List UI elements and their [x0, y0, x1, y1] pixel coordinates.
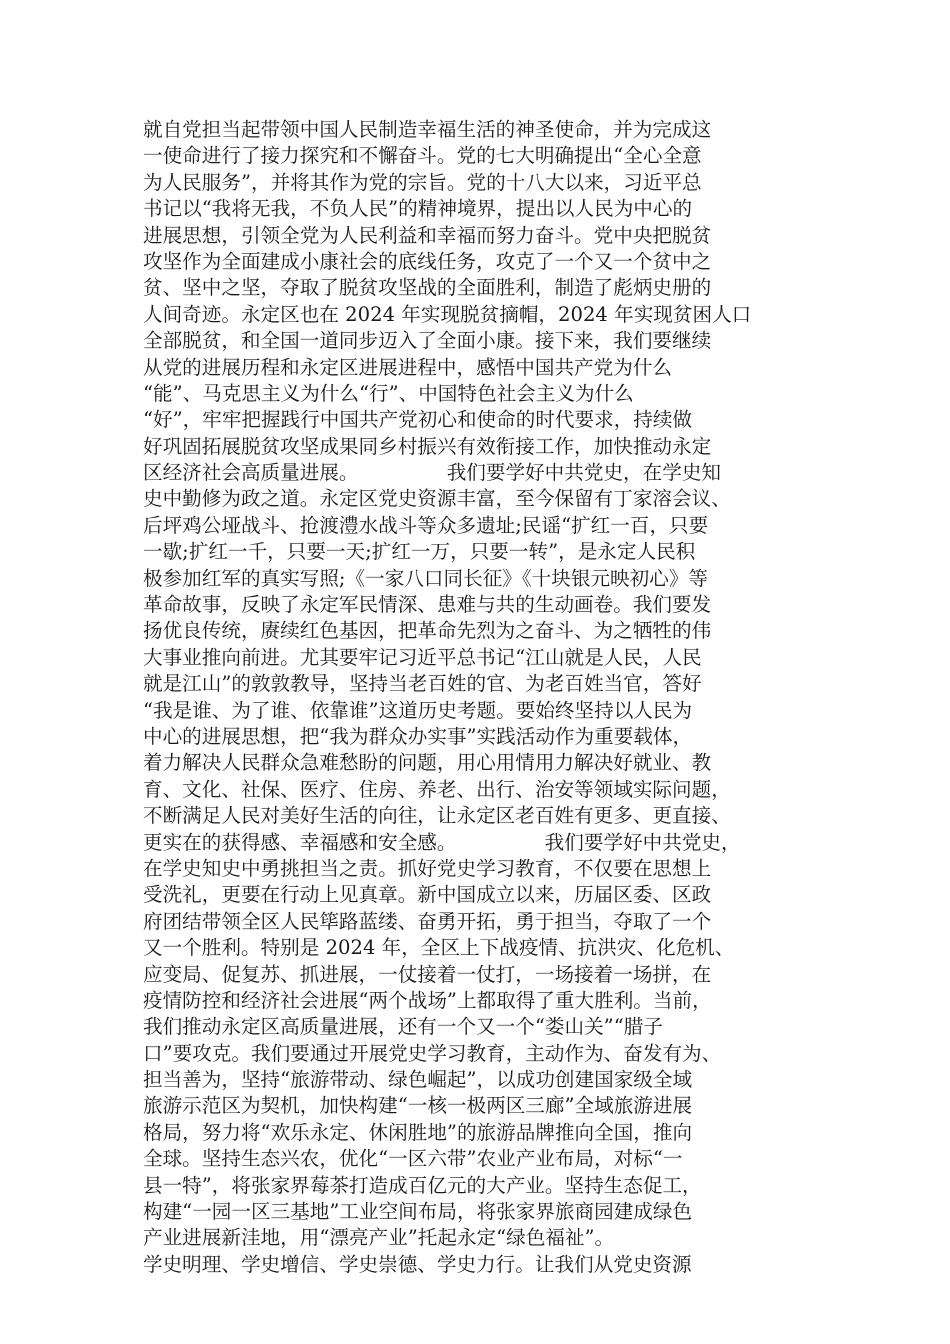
text-line: 一使命进行了接力探究和不懈奋斗。党的七大明确提出“全心全意 — [143, 144, 702, 168]
text-line: 大事业推向前进。尤其要牢记习近平总书记“江山就是人民，人民 — [143, 645, 702, 669]
text-line: 格局，努力将“欢乐永定、休闲胜地”的旅游品牌推向全国，推向 — [143, 1120, 693, 1144]
text-line: “好”，牢牢把握践行中国共产党初心和使命的时代要求，持续做 — [143, 408, 693, 432]
text-line: “我是谁、为了谁、依靠谁”这道历史考题。要始终坚持以人民为 — [143, 698, 693, 722]
text-line: 育、文化、社保、医疗、住房、养老、出行、治安等领域实际问题， — [143, 777, 731, 801]
text-line: 区经济社会高质量进展。 我们要学好中共党史，在学史知 — [143, 461, 722, 485]
text-line: 全部脱贫，和全国一道同步迈入了全面小康。接下来，我们要继续 — [143, 329, 712, 353]
body-text — [143, 117, 823, 1278]
text-line: 产业进展新洼地，用“漂亮产业”托起永定“绿色福祉”。 — [143, 1226, 615, 1250]
text-line: 旅游示范区为契机，加快构建“一核一极两区三廊”全域旅游进展 — [143, 1094, 693, 1118]
text-line: 受洗礼，更要在行动上见真章。新中国成立以来，历届区委、区政 — [143, 883, 712, 907]
text-line: 更实在的获得感、幸福感和安全感。 我们要学好中共党史， — [143, 830, 741, 854]
text-line: 县一特”，将张家界莓茶打造成百亿元的大产业。坚持生态促工， — [143, 1173, 702, 1197]
text-line: 我们推动永定区高质量进展，还有一个又一个“娄山关”“腊子 — [143, 1015, 663, 1039]
text-line: 扬优良传统，赓续红色基因，把革命先烈为之奋斗、为之牺牲的伟 — [143, 619, 712, 643]
text-line: 就是江山”的敦敦教导，坚持当老百姓的官、为老百姓当官，答好 — [143, 672, 702, 696]
text-line: 极参加红军的真实写照;《一家八口同长征》《十块银元映初心》等 — [143, 566, 709, 590]
text-line: 进展思想，引领全党为人民利益和幸福而努力奋斗。党中央把脱贫 — [143, 223, 712, 247]
text-line: 构建“一园一区三基地”工业空间布局，将张家界旅商园建成绿色 — [143, 1200, 693, 1224]
text-line: 学史明理、学史增信、学史崇德、学史力行。让我们从党史资源 — [143, 1252, 692, 1276]
text-line: 口”要攻克。我们要通过开展党史学习教育，主动作为、奋发有为、 — [143, 1041, 722, 1065]
text-line: 疫情防控和经济社会进展“两个战场”上都取得了重大胜利。当前， — [143, 988, 712, 1012]
text-line: 就自党担当起带领中国人民制造幸福生活的神圣使命，并为完成这 — [143, 118, 712, 141]
text-line: 史中勤修为政之道。永定区党史资源丰富，至今保留有丁家溶会议、 — [143, 487, 731, 511]
text-line: 为人民服务”，并将其作为党的宗旨。党的十八大以来，习近平总 — [143, 170, 702, 194]
text-line: 革命故事，反映了永定军民情深、患难与共的生动画卷。我们要发 — [143, 593, 712, 617]
text-line: “能”、马克思主义为什么“行”、中国特色社会主义为什么 — [143, 381, 634, 405]
text-line: 贫、坚中之坚，夺取了脱贫攻坚战的全面胜利，制造了彪炳史册的 — [143, 276, 712, 300]
text-line: 全球。坚持生态兴农，优化“一区六带”农业产业布局，对标“一 — [143, 1147, 683, 1171]
text-line: 从党的进展历程和永定区进展进程中，感悟中国共产党为什么 — [143, 355, 673, 379]
text-line: 一歇;扩红一千，只要一天;扩红一万，只要一转”，是永定人民积 — [143, 540, 696, 564]
text-line: 在学史知史中勇挑担当之责。抓好党史学习教育，不仅要在思想上 — [143, 856, 712, 880]
text-line: 担当善为，坚持“旅游带动、绿色崛起”，以成功创建国家级全域 — [143, 1068, 693, 1092]
text-line: 着力解决人民群众急难愁盼的问题，用心用情用力解决好就业、教 — [143, 751, 712, 775]
text-line: 攻坚作为全面建成小康社会的底线任务，攻克了一个又一个贫中之 — [143, 249, 712, 273]
text-line: 又一个胜利。特别是 2024 年，全区上下战疫情、抗洪灾、化危机、 — [143, 936, 735, 960]
text-line: 府团结带领全区人民筚路蓝缕、奋勇开拓，勇于担当，夺取了一个 — [143, 909, 712, 933]
text-line: 应变局、促复苏、抓进展，一仗接着一仗打，一场接着一场拼，在 — [143, 962, 712, 986]
text-line: 好巩固拓展脱贫攻坚成果同乡村振兴有效衔接工作，加快推动永定 — [143, 434, 712, 458]
text-line: 书记以“我将无我，不负人民”的精神境界，提出以人民为中心的 — [143, 197, 693, 221]
text-line: 中心的进展思想，把“我为群众办实事”实践活动作为重要载体， — [143, 724, 693, 748]
text-line: 人间奇迹。永定区也在 2024 年实现脱贫摘帽，2024 年实现贫困人口 — [143, 302, 752, 326]
text-line: 不断满足人民对美好生活的向往，让永定区老百姓有更多、更直接、 — [143, 804, 731, 828]
text-line: 后坪鸡公垭战斗、抢渡澧水战斗等众多遗址;民谣“扩红一百，只要 — [143, 513, 709, 537]
